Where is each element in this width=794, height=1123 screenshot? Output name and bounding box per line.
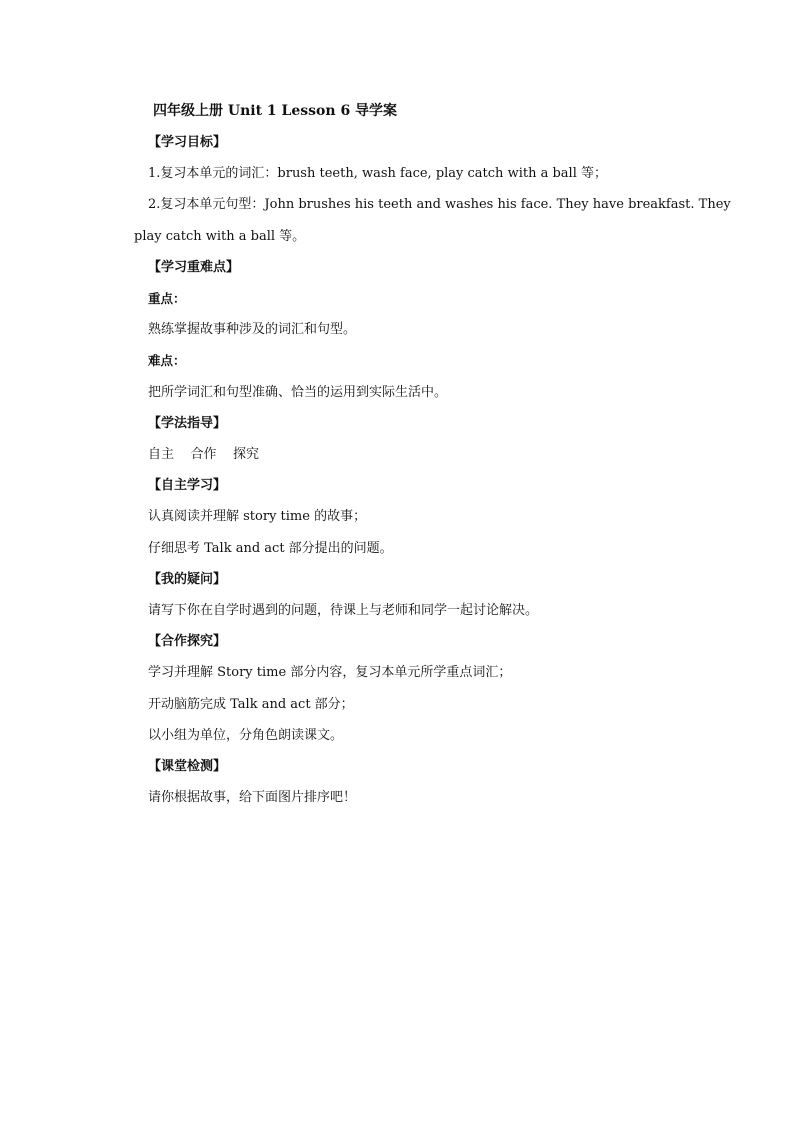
objective-2-line-2: play catch with a ball 等。 bbox=[134, 229, 306, 244]
objective-1: 1.复习本单元的词汇：brush teeth, wash face, play catch with a ball 等； bbox=[148, 166, 607, 181]
difficult-label: 难点： bbox=[148, 353, 186, 368]
key-text: 熟练掌握故事种涉及的词汇和句型。 bbox=[148, 322, 357, 337]
key-label: 重点： bbox=[148, 291, 186, 306]
self-study-item-1: 认真阅读并理解 story time 的故事； bbox=[148, 509, 367, 524]
cooperation-item-1: 学习并理解 Story time 部分内容，复习本单元所学重点词汇； bbox=[148, 665, 512, 680]
objectives-heading: 【学习目标】 bbox=[148, 135, 227, 150]
cooperation-item-3: 以小组为单位，分角色朗读课文。 bbox=[148, 728, 344, 743]
objective-2-line-1: 2.复习本单元句型：John brushes his teeth and washes his face. They have breakfast. They bbox=[148, 197, 731, 212]
cooperation-heading: 【合作探究】 bbox=[148, 634, 227, 649]
self-study-item-2: 仔细思考 Talk and act 部分提出的问题。 bbox=[148, 541, 393, 556]
class-test-text: 请你根据故事，给下面图片排序吧！ bbox=[148, 790, 357, 805]
key-points-heading: 【学习重难点】 bbox=[148, 260, 240, 275]
questions-heading: 【我的疑问】 bbox=[148, 572, 227, 587]
self-study-heading: 【自主学习】 bbox=[148, 478, 227, 493]
method-heading: 【学法指导】 bbox=[148, 416, 227, 431]
difficult-text: 把所学词汇和句型准确、恰当的运用到实际生活中。 bbox=[148, 385, 448, 400]
cooperation-item-2: 开动脑筋完成 Talk and act 部分； bbox=[148, 697, 354, 712]
questions-text: 请写下你在自学时遇到的问题，待课上与老师和同学一起讨论解决。 bbox=[148, 603, 539, 618]
class-test-heading: 【课堂检测】 bbox=[148, 759, 227, 774]
method-text: 自主 合作 探究 bbox=[148, 447, 260, 462]
document-title: 四年级上册 Unit 1 Lesson 6 导学案 bbox=[153, 103, 398, 119]
